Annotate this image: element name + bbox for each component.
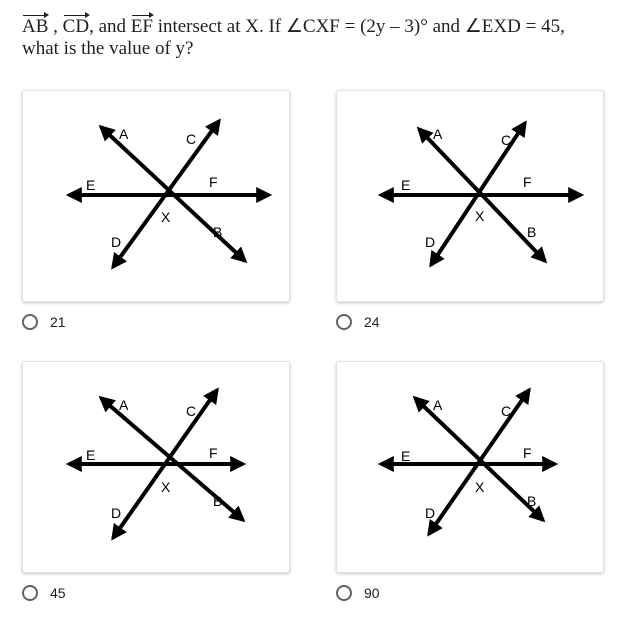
ray-cd: CD xyxy=(62,16,90,37)
label-b: B xyxy=(213,493,223,509)
option-image-card[interactable] xyxy=(22,90,290,302)
question-line-1-rest: intersect at X. If ∠CXF = (2y – 3)° and ∠EXD = 45, xyxy=(152,16,565,37)
label-b: B xyxy=(527,493,537,509)
option-3[interactable] xyxy=(22,585,66,601)
radio-button[interactable] xyxy=(22,314,38,330)
label-f: F xyxy=(209,174,218,190)
question-text xyxy=(22,16,622,60)
label-c: C xyxy=(186,131,197,147)
label-a: A xyxy=(433,126,443,142)
option-image-card[interactable] xyxy=(22,361,290,573)
question-separator-1: , xyxy=(48,16,63,37)
intersecting-lines-diagram xyxy=(337,362,603,572)
question-separator-2: , and xyxy=(89,16,131,37)
option-image-card[interactable] xyxy=(336,361,604,573)
label-b: B xyxy=(527,224,537,240)
ray-ab: AB xyxy=(22,16,49,37)
label-e: E xyxy=(401,448,411,464)
label-d: D xyxy=(111,505,122,521)
option-label: 21 xyxy=(50,314,66,330)
question-line-1 xyxy=(22,16,622,38)
label-x: X xyxy=(161,479,171,495)
option-1[interactable] xyxy=(22,314,66,330)
intersecting-lines-diagram xyxy=(337,91,603,301)
option-4[interactable] xyxy=(336,585,380,601)
label-d: D xyxy=(425,505,436,521)
label-c: C xyxy=(186,403,197,419)
label-a: A xyxy=(119,397,129,413)
label-d: D xyxy=(425,234,436,250)
question-line-2: what is the value of y? xyxy=(22,38,194,59)
intersecting-lines-diagram xyxy=(23,91,289,301)
label-e: E xyxy=(401,177,411,193)
option-2[interactable] xyxy=(336,314,380,330)
intersecting-lines-diagram xyxy=(23,362,289,572)
option-label: 45 xyxy=(50,585,66,601)
label-c: C xyxy=(501,132,512,148)
radio-button[interactable] xyxy=(22,585,38,601)
radio-button[interactable] xyxy=(336,314,352,330)
option-label: 24 xyxy=(364,314,380,330)
label-x: X xyxy=(475,479,485,495)
label-a: A xyxy=(119,126,129,142)
label-x: X xyxy=(475,208,485,224)
label-d: D xyxy=(111,234,122,250)
label-b: B xyxy=(213,224,223,240)
ray-ef: EF xyxy=(130,16,153,37)
option-image-card[interactable] xyxy=(336,90,604,302)
label-f: F xyxy=(523,445,532,461)
radio-button[interactable] xyxy=(336,585,352,601)
label-e: E xyxy=(86,447,96,463)
label-x: X xyxy=(161,209,171,225)
label-a: A xyxy=(433,397,443,413)
label-f: F xyxy=(523,174,532,190)
label-c: C xyxy=(501,403,512,419)
label-f: F xyxy=(209,445,218,461)
option-label: 90 xyxy=(364,585,380,601)
label-e: E xyxy=(86,177,96,193)
